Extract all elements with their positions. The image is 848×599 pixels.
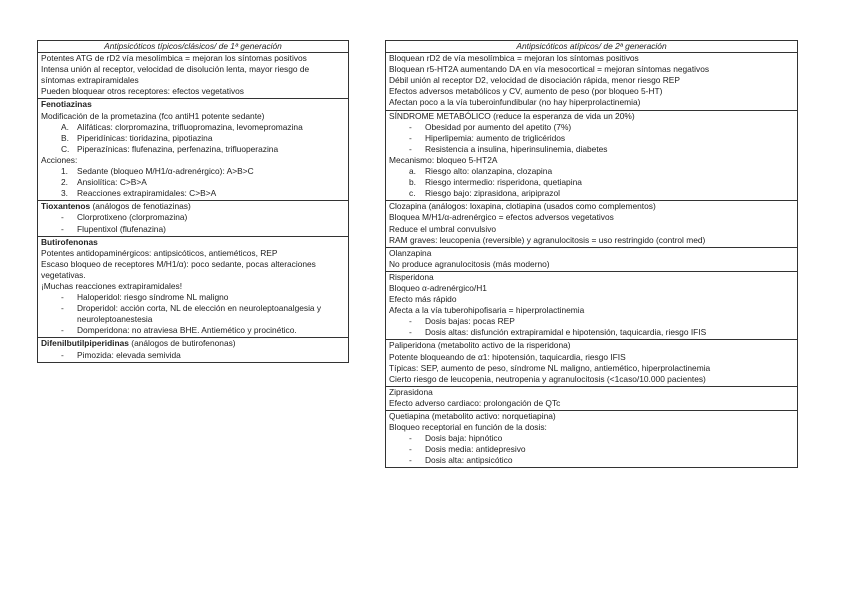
list-marker: c. xyxy=(409,188,416,199)
dash-marker: - xyxy=(61,292,64,303)
list-text: Ansiolítica: C>B>A xyxy=(77,177,147,188)
text-line: Escaso bloqueo de receptores M/H1/α): poco sedante, pocas alteraciones vegetativas. xyxy=(41,258,316,280)
list-text: Clorprotixeno (clorpromazina) xyxy=(77,212,188,223)
list-item xyxy=(389,316,794,327)
text-line: Potentes antidopaminérgicos: antipsicóticos, antieméticos, REP xyxy=(41,247,278,258)
list-item xyxy=(41,177,345,188)
list-item xyxy=(41,325,345,336)
text-line: Reduce el umbral convulsivo xyxy=(389,223,497,234)
list-item xyxy=(41,224,345,235)
list-text: Hiperlipemia: aumento de triglicéridos xyxy=(425,132,566,143)
section-title: Tioxantenos xyxy=(41,201,91,212)
dash-marker: - xyxy=(61,303,64,314)
text-line: Cierto riesgo de leucopenia, neutropenia y agranulocitosis (<1caso/10.000 pacientes) xyxy=(389,373,706,384)
text-line: Modificación de la prometazina (fco antiH1 potente sedante) xyxy=(41,110,265,121)
section-heading xyxy=(41,201,345,212)
dash-marker: - xyxy=(61,325,64,336)
dash-marker: - xyxy=(409,327,412,338)
typical-antipsychotics-table xyxy=(37,40,349,363)
list-item xyxy=(41,292,345,303)
list-marker: A. xyxy=(61,121,69,132)
list-text: Dosis alta: antipsicótico xyxy=(425,455,513,466)
list-text: Alifáticas: clorpromazina, trifluopromazina, levomepromazina xyxy=(77,121,303,132)
paliperidona-section xyxy=(386,340,797,386)
text-line: Paliperidona (metabolito activo de la risperidona) xyxy=(389,340,571,351)
text-line: Clozapina (análogos: loxapina, clotiapina (usados como complementos) xyxy=(389,201,656,212)
list-item xyxy=(389,177,794,188)
dash-marker: - xyxy=(409,433,412,444)
text-line: Efecto más rápido xyxy=(389,294,457,305)
list-text: Flupentixol (flufenazina) xyxy=(77,223,166,234)
list-marker: 3. xyxy=(61,188,68,199)
dash-marker: - xyxy=(409,143,412,154)
text-line: Acciones: xyxy=(41,154,78,165)
text-line: Efectos adversos metabólicos y CV, aumento de peso (por bloqueo 5-HT) xyxy=(389,86,663,97)
list-item xyxy=(389,327,794,338)
list-text: Piperidínicas: tioridazina, pipotiazina xyxy=(77,132,213,143)
text-line: Olanzapina xyxy=(389,247,432,258)
text-line: Efecto adverso cardiaco: prolongación de QTc xyxy=(389,397,561,408)
section-heading xyxy=(41,338,345,349)
list-text: Obesidad por aumento del apetito (7%) xyxy=(425,121,572,132)
list-text: Dosis baja: hipnótico xyxy=(425,433,503,444)
text-line: Pueden bloquear otros receptores: efectos vegetativos xyxy=(41,86,244,97)
dash-marker: - xyxy=(61,212,64,223)
text-line: Bloquean r5-HT2A aumentando DA en vía mesocortical = mejoran síntomas negativos xyxy=(389,64,710,75)
list-text: Haloperidol: riesgo síndrome NL maligno xyxy=(77,292,229,303)
quetiapina-section xyxy=(386,411,797,467)
text-line: RAM graves: leucopenia (reversible) y agranulocitosis = uso restringido (control med) xyxy=(389,234,706,245)
clozapina-section xyxy=(386,201,797,247)
text-line: Risperidona xyxy=(389,271,434,282)
list-item xyxy=(389,122,794,133)
text-line: Afectan poco a la vía tuberoinfundibular (no hay hiperprolactinemia) xyxy=(389,97,641,108)
text-line: Quetiapina (metabolito activo: norquetiapina) xyxy=(389,411,556,421)
list-text: Sedante (bloqueo M/H1/α-adrenérgico): A>B>C xyxy=(77,166,254,177)
table-header: Antipsicóticos atípicos/ de 2ª generación xyxy=(386,41,797,53)
list-item xyxy=(389,166,794,177)
list-text: Riesgo intermedio: risperidona, quetiapina xyxy=(425,177,582,188)
list-item xyxy=(389,455,794,466)
list-item xyxy=(389,433,794,444)
list-text: Piperazínicas: flufenazina, perfenazina, trifluoperazina xyxy=(77,143,279,154)
dash-marker: - xyxy=(409,121,412,132)
atypical-antipsychotics-table xyxy=(385,40,798,468)
section-title: Difenilbutilpiperidinas xyxy=(41,338,129,349)
dash-marker: - xyxy=(409,444,412,455)
list-item xyxy=(41,166,345,177)
list-text: Riesgo alto: olanzapina, clozapina xyxy=(425,166,553,177)
text-line: Potente bloqueando de α1: hipotensión, taquicardia, riesgo IFIS xyxy=(389,351,626,362)
text-line: Bloqueo receptorial en función de la dosis: xyxy=(389,422,547,433)
section-subtitle: (análogos de fenotiazinas) xyxy=(90,201,191,212)
text-line: Típicas: SEP, aumento de peso, síndrome NL maligno, antiemético, hiperprolactinemia xyxy=(389,362,711,373)
list-item xyxy=(389,188,794,199)
intro-section xyxy=(386,53,797,110)
list-text: Riesgo bajo: ziprasidona, aripiprazol xyxy=(425,188,561,199)
text-line: Bloquean rD2 de vía mesolímbica = mejoran los síntomas positivos xyxy=(389,53,639,64)
list-text: Resistencia a insulina, hiperinsulinemia, diabetes xyxy=(425,143,608,154)
dash-marker: - xyxy=(409,455,412,466)
text-line: Bloqueo α-adrenérgico/H1 xyxy=(389,282,487,293)
list-marker: 1. xyxy=(61,166,68,177)
dash-marker: - xyxy=(61,223,64,234)
difenilbutilpiperidinas-section xyxy=(38,338,348,361)
text-line: Potentes ATG de rD2 vía mesolímbica = mejoran los síntomas positivos xyxy=(41,53,307,64)
list-item xyxy=(41,188,345,199)
list-item xyxy=(41,144,345,155)
list-text: Reacciones extrapiramidales: C>B>A xyxy=(77,188,217,199)
fenotiazinas-section xyxy=(38,99,348,201)
risperidona-section xyxy=(386,272,797,341)
list-text: Dosis bajas: pocas REP xyxy=(425,316,515,327)
list-text: Pimozida: elevada semivida xyxy=(77,349,181,360)
list-marker: b. xyxy=(409,177,416,188)
ziprasidona-section xyxy=(386,387,797,411)
dash-marker: - xyxy=(409,316,412,327)
list-item xyxy=(41,133,345,144)
tioxantenos-section xyxy=(38,201,348,236)
list-text: Domperidona: no atraviesa BHE. Antiemético y procinético. xyxy=(77,325,297,336)
dash-marker: - xyxy=(61,349,64,360)
list-item xyxy=(389,144,794,155)
list-item xyxy=(41,350,345,361)
section-title: Butirofenonas xyxy=(41,236,98,247)
list-marker: a. xyxy=(409,166,416,177)
section-subtitle: (análogos de butirofenonas) xyxy=(128,338,236,349)
list-text: Dosis media: antidepresivo xyxy=(425,444,526,455)
text-line: ¡Muchas reacciones extrapiramidales! xyxy=(41,280,183,291)
list-item xyxy=(41,122,345,133)
table-header: Antipsicóticos típicos/clásicos/ de 1ª generación xyxy=(38,41,348,53)
list-marker: C. xyxy=(61,143,70,154)
olanzapina-section xyxy=(386,248,797,272)
text-line: Intensa unión al receptor, velocidad de disolución lenta, mayor riesgo de síntomas extrapiramidales xyxy=(41,64,310,86)
list-text: Dosis altas: disfunción extrapiramidal e hipotensión, taquicardia, riesgo IFIS xyxy=(425,327,707,338)
sindrome-metabolico-section xyxy=(386,111,797,202)
list-marker: 2. xyxy=(61,177,68,188)
list-item xyxy=(389,133,794,144)
dash-marker: - xyxy=(409,132,412,143)
text-line: No produce agranulocitosis (más moderno) xyxy=(389,258,550,269)
text-line: Ziprasidona xyxy=(389,386,433,397)
list-marker: B. xyxy=(61,132,69,143)
intro-section xyxy=(38,53,348,99)
text-line: Bloquea M/H1/α-adrenérgico = efectos adversos vegetativos xyxy=(389,212,614,223)
text-line: Afecta a la vía tuberohipofisaria = hiperprolactinemia xyxy=(389,305,585,316)
butirofenonas-section xyxy=(38,237,348,339)
text-line: Débil unión al receptor D2, velocidad de disociación rápida, menor riesgo REP xyxy=(389,75,680,86)
section-title: Fenotiazinas xyxy=(41,99,92,110)
list-text: Droperidol: acción corta, NL de elección en neuroleptoanalgesia y neuroleptoanestesia xyxy=(77,303,322,325)
list-item xyxy=(389,444,794,455)
list-item xyxy=(41,212,345,223)
section-title: SÍNDROME METABÓLICO (reduce la esperanza de vida un 20%) xyxy=(389,110,635,121)
text-line: Mecanismo: bloqueo 5-HT2A xyxy=(389,154,498,165)
list-item xyxy=(41,303,345,325)
